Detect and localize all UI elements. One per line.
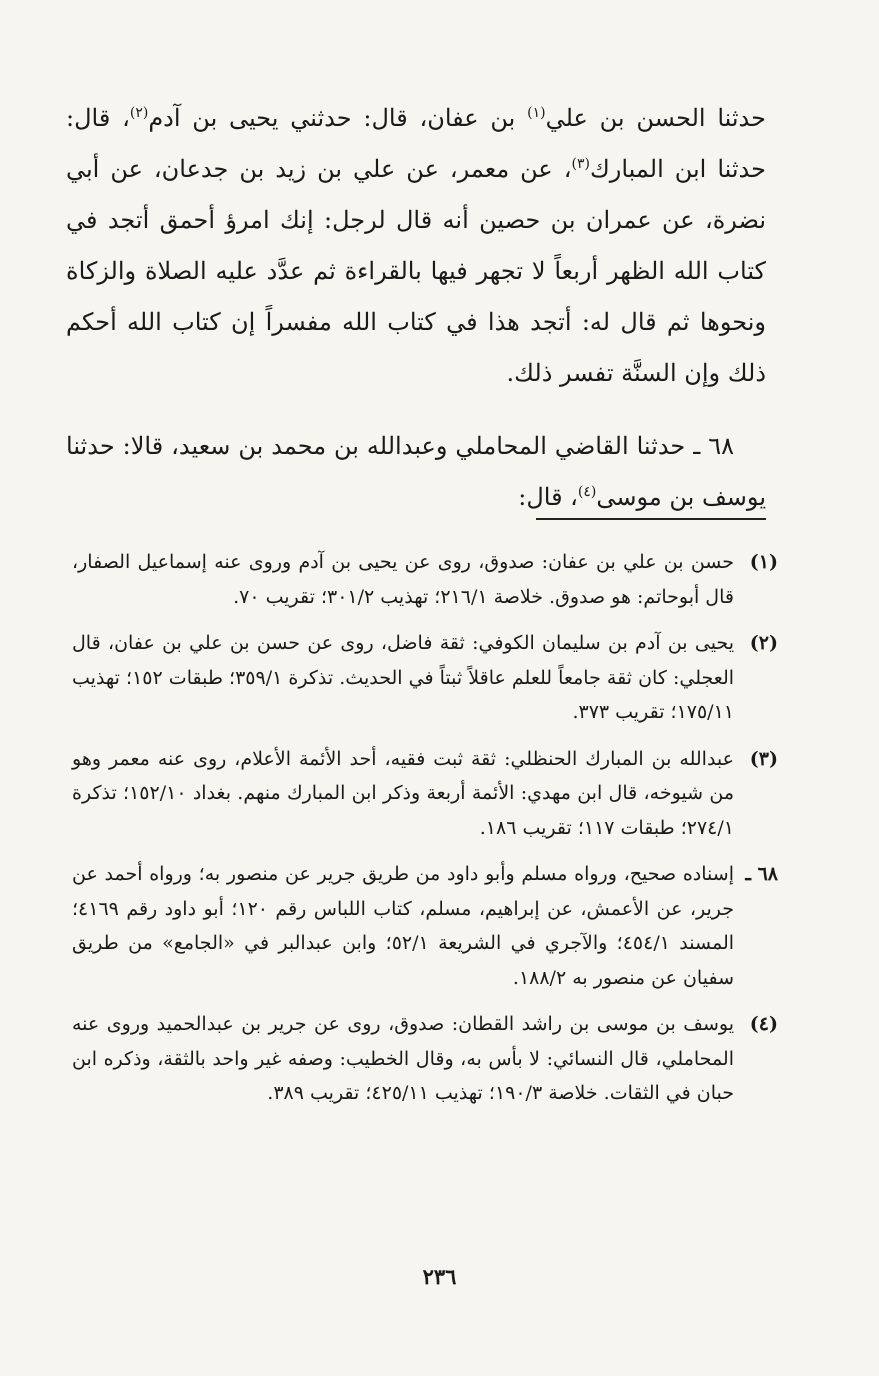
footnote: [72, 1007, 778, 1111]
footnote-text: يوسف بن موسى بن راشد القطان: صدوق، روى عن جرير بن عبدالحميد وروى عنه المحاملي، قال النسائي: لا بأس به، وقال الخطيب: وصفه غير واحد بالثقة، وذكره ابن حبان في الثقات. خلاصة ١٩٠/٣؛ تهذيب ٤٢٥/١١؛ تقريب ٣٨٩.: [72, 1013, 734, 1104]
footnote-separator: [536, 518, 766, 520]
text-segment: ٦٨ ـ حدثنا القاضي المحاملي وعبدالله بن محمد بن سعيد، قالا: حدثنا يوسف بن موسى: [66, 432, 766, 511]
footnote-text: إسناده صحيح، ورواه مسلم وأبو داود من طريق جرير عن منصور به؛ ورواه أحمد عن جرير، عن الأعمش، عن إبراهيم، مسلم، كتاب اللباس رقم ١٢٠؛ أبو داود رقم ٤١٦٩؛ المسند ٤٥٤/١؛ والآجري في الشريعة ٥٢/١؛ وابن عبدالبر في «الجامع» من طريق سفيان عن منصور به ١٨٨/٢.: [72, 863, 735, 989]
footnote-number: (١): [749, 551, 778, 573]
footnote-ref[interactable]: (٤): [577, 484, 597, 500]
main-text: [66, 93, 766, 523]
footnote-ref[interactable]: (٢): [129, 105, 149, 121]
footnotes: [72, 545, 778, 1123]
footnote: [72, 626, 778, 730]
text-segment: ، عن معمر، عن علي بن زيد بن جدعان، عن أبي نضرة، عن عمران بن حصين أنه قال لرجل: إنك امرؤ أحمق أتجد في كتاب الله الظهر أربعاً لا تجهر فيها بالقراءة ثم عدَّد عليه الصلاة والزكاة ونحوها ثم قال له: أتجد هذا في كتاب الله مفسراً إن كتاب الله أحكم ذلك وإن السنَّة تفسر ذلك.: [66, 155, 766, 387]
footnote: [72, 857, 778, 995]
footnote-ref[interactable]: (٣): [571, 156, 590, 172]
paragraph-narration: [66, 93, 766, 399]
footnote-ref[interactable]: (١): [527, 105, 546, 121]
text-segment: حدثنا الحسن بن علي: [545, 104, 766, 132]
footnote-text: حسن بن علي بن عفان: صدوق، روى عن يحيى بن آدم وروى عنه إسماعيل الصفار، قال أبوحاتم: هو صدوق. خلاصة ٢١٦/١؛ تهذيب ٣٠١/٢؛ تقريب ٧٠.: [72, 551, 734, 608]
footnote-text: عبدالله بن المبارك الحنظلي: ثقة ثبت فقيه، أحد الأئمة الأعلام، روى عنه معمر وهو من شيوخه، قال ابن مهدي: الأئمة أربعة وذكر ابن المبارك منهم. بغداد ١٥٢/١٠؛ تذكرة ٢٧٤/١؛ طبقات ١١٧؛ تقريب ١٨٦.: [72, 747, 734, 839]
footnote-text: يحيى بن آدم بن سليمان الكوفي: ثقة فاضل، روى عن حسن بن علي بن عفان، قال العجلي: كان ثقة جامعاً للعلم عاقلاً ثبتاً في الحديث. تذكرة ٣٥٩/١؛ طبقات ١٥٢؛ تهذيب ١٧٥/١١؛ تقريب ٣٧٣.: [72, 632, 735, 723]
text-segment: بن عفان، قال: حدثني يحيى بن آدم: [148, 104, 528, 132]
footnote-number: (٢): [749, 632, 778, 654]
footnote-number: ٦٨ ـ: [745, 863, 778, 885]
text-segment: ، قال: حدثنا ابن المبارك: [66, 104, 766, 183]
footnote: [72, 742, 778, 846]
text-segment: ، قال:: [518, 483, 578, 511]
footnote-number: (٤): [749, 1013, 778, 1035]
footnote: [72, 545, 778, 614]
paragraph-hadith-68: [66, 421, 766, 523]
page-number: ٢٣٦: [422, 1264, 457, 1289]
footnote-number: (٣): [749, 747, 778, 770]
